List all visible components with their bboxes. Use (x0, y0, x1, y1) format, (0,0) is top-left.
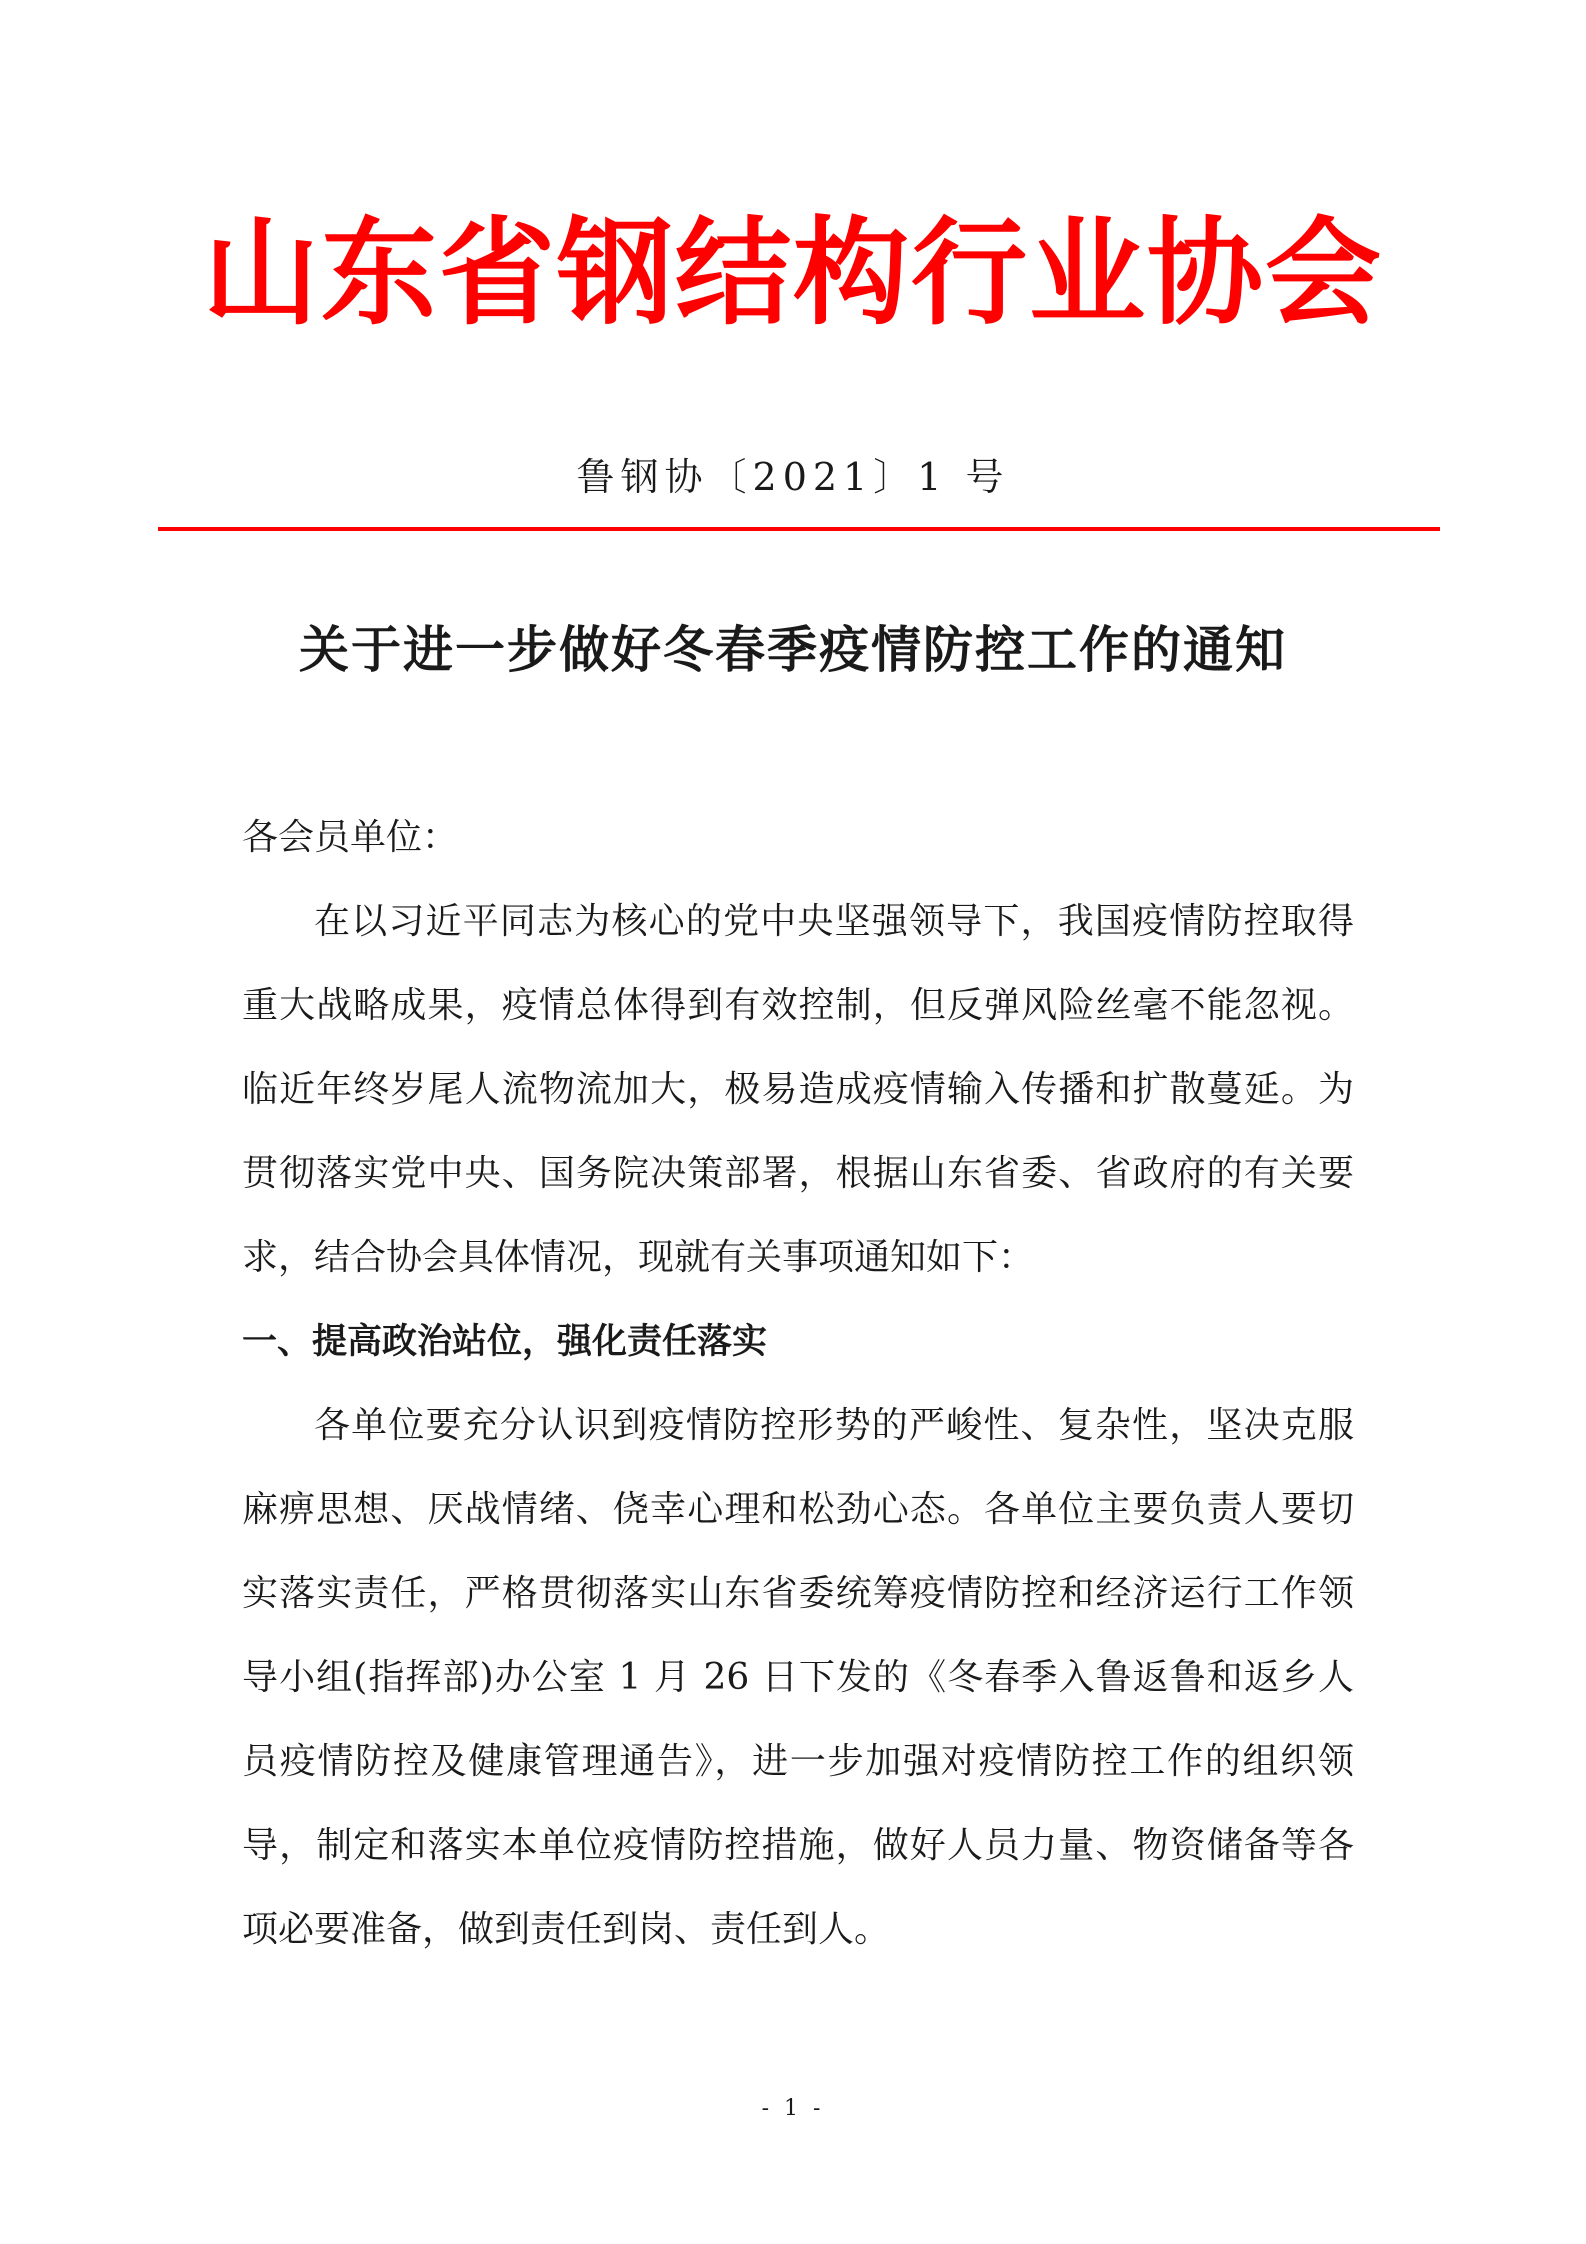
organization-letterhead: 山东省钢结构行业协会 (203, 205, 1383, 341)
red-divider-line (158, 527, 1440, 531)
salutation: 各会员单位： (242, 817, 459, 858)
section-heading-1: 一、提高政治站位，强化责任落实 (242, 1322, 768, 1362)
intro-paragraph: 在以习近平同志为核心的党中央坚强领导下，我国疫情防控取得重大战略成果，疫情总体得到有效控制，但反弹风险丝毫不能忽视。临近年终岁尾人流物流加大，极易造成疫情输入传播和扩散蔓延。为贯彻落实党中央、国务院决策部署，根据山东省委、省政府的有关要求，结合协会具体情况，现就有关事项通知如下： (242, 901, 1354, 1278)
page-number: - 1 - (761, 2096, 825, 2121)
section-1-paragraph: 各单位要充分认识到疫情防控形势的严峻性、复杂性，坚决克服麻痹思想、厌战情绪、侥幸心理和松劲心态。各单位主要负责人要切实落实责任，严格贯彻落实山东省委统筹疫情防控和经济运行工作领导小组(指挥部)办公室 1 月 26 日下发的《冬春季入鲁返鲁和返乡人员疫情防控及健康管理通告》，进一步加强对疫情防控工作的组织领导，制定和落实本单位疫情防控措施，做好人员力量、物资储备等各项必要准备，做到责任到岗、责任到人。 (242, 1405, 1354, 1950)
document-title: 关于进一步做好冬春季疫情防控工作的通知 (299, 621, 1287, 679)
document-body (242, 796, 1354, 1972)
document-number: 鲁钢协〔2021〕1 号 (576, 455, 1010, 499)
